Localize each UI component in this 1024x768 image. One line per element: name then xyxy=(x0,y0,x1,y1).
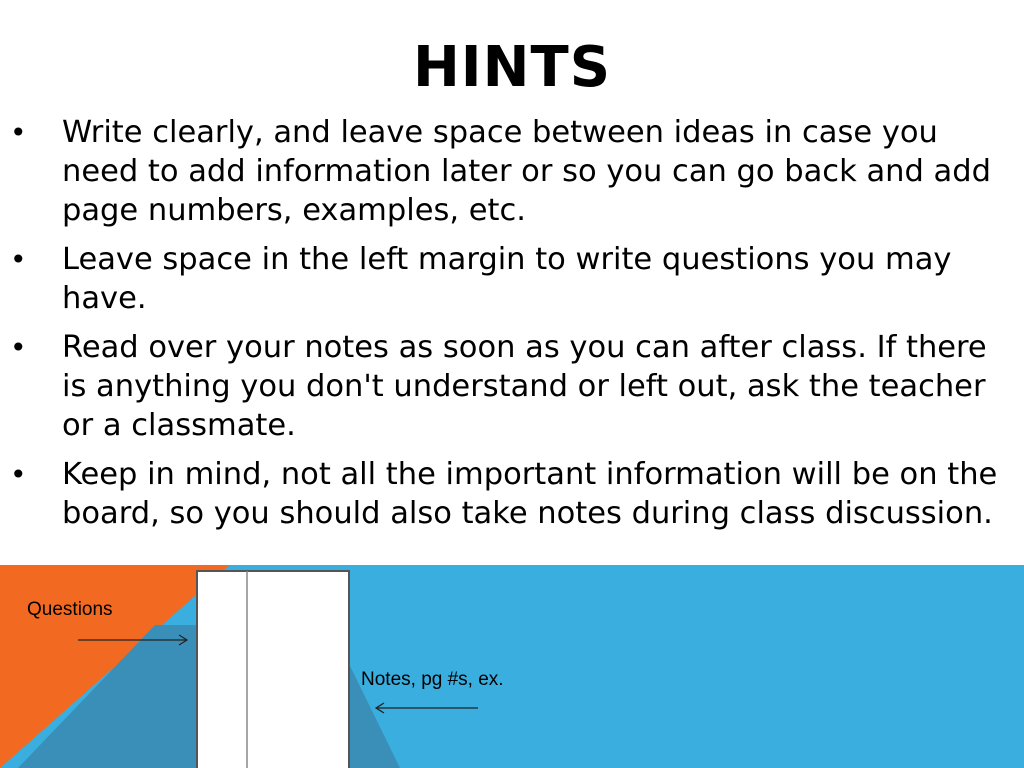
notes-label: Notes, pg #s, ex. xyxy=(361,669,504,690)
notes-page xyxy=(197,571,349,768)
bullet-text: Write clearly, and leave space between ideas in case you need to add information later or so you can go back and add page numbers, examples, etc. xyxy=(62,115,991,228)
bullet-marker: • xyxy=(10,458,27,491)
bullet-item xyxy=(10,240,1016,318)
bullet-item xyxy=(10,328,1016,445)
bullet-marker: • xyxy=(10,116,27,149)
bullet-text: Read over your notes as soon as you can after class. If there is anything you don't understand or left out, ask the teacher or a classmate. xyxy=(62,330,987,443)
bullet-item xyxy=(10,113,1016,230)
slide-title: HINTS xyxy=(412,35,612,100)
notes-diagram xyxy=(0,565,1024,768)
bullet-text: Keep in mind, not all the important information will be on the board, so you should also take notes during class discussion. xyxy=(62,457,998,531)
bullet-item xyxy=(10,455,1016,533)
bullet-marker: • xyxy=(10,331,27,364)
bullet-list xyxy=(10,113,1016,543)
bullet-text: Leave space in the left margin to write questions you may have. xyxy=(62,242,952,316)
bullet-marker: • xyxy=(10,243,27,276)
footer-banner xyxy=(0,565,1024,768)
questions-label: Questions xyxy=(27,599,113,620)
